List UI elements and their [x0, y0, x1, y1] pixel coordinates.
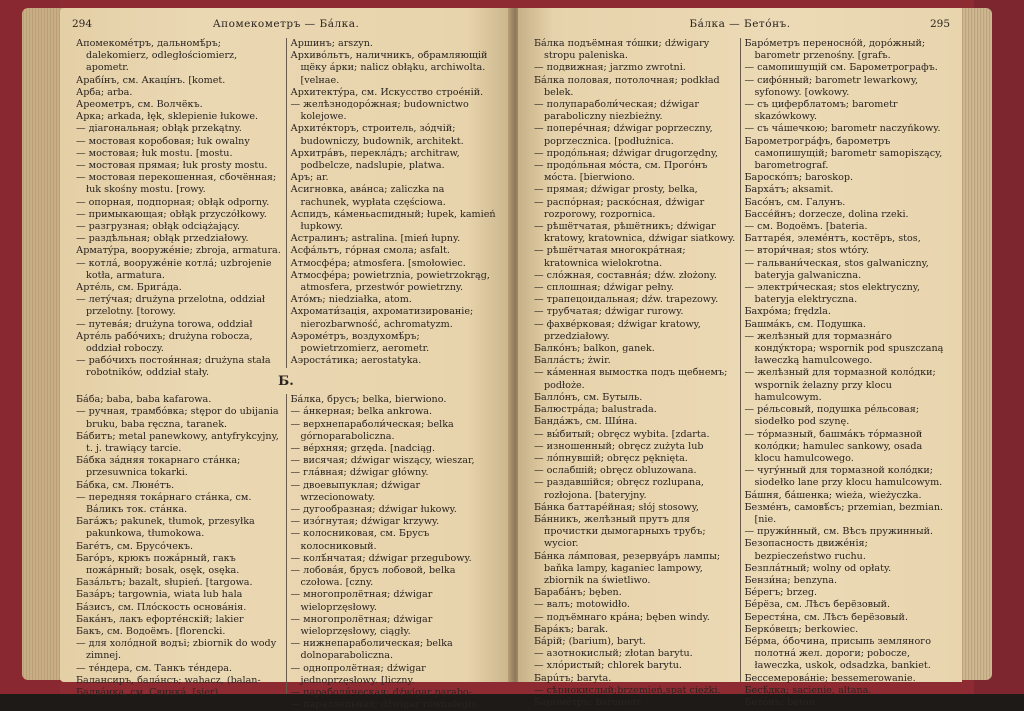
dictionary-entry: Бáба; baba, baba kafarowa.: [76, 394, 212, 406]
dictionary-entry: — для холóдной водъі; zbiornik do wody zimnej.: [76, 638, 277, 662]
dictionary-entry: — многопролётная; dźwigar wieloprzęsłowy.: [290, 589, 433, 613]
dictionary-entry: — самопишущій см. Барометрографъ.: [744, 62, 938, 74]
dictionary-entry: — рабóчихъ постоя́нная; drużyna stała robotników, oddział stały.: [76, 355, 271, 379]
dictionary-entry: Аэромéтръ, воздухомѣ́ръ; powietrzomierz, aerometr.: [290, 330, 430, 355]
dictionary-entry: Басóнъ, см. Галунъ.: [744, 196, 846, 208]
dictionary-entry: — съ чáшечкою; barometr naczyńkowy.: [744, 123, 941, 135]
dictionary-entry: — мостовая коробовая; łuk owalny: [76, 135, 250, 147]
dictionary-entry: Бассéйнъ; dorzecze, dolina rzeki.: [744, 208, 909, 220]
dictionary-entry: Атмосфéра; powietrznia, powietrzokrąg, atmosfera, przestwór powietrzny.: [290, 269, 490, 294]
dictionary-entry: — опорная, подпорная; obłąk odporny.: [76, 196, 270, 208]
dictionary-entry: — передняя токáрнаго стáнка, см. Вáликъ ток. стáнка.: [76, 491, 252, 516]
dictionary-entry: Аэростáтика; aerostatyka.: [290, 355, 422, 367]
right-page-number: 295: [929, 18, 950, 30]
dictionary-entry: — гальвани́ческая, stos galwaniczny, bateryja galwaniczna.: [744, 257, 929, 281]
dictionary-entry: — рѣшётчатая многокрáтная; kratownica wielokrotna.: [534, 245, 686, 269]
dictionary-entry: Балкóнъ; balkon, ganek.: [534, 343, 655, 355]
dictionary-entry: Апомекомéтръ, дальномѣ́ръ; dalekomierz, odległościomierz, apometr.: [76, 38, 238, 74]
dictionary-entry: — нижнепараболическая; belka dolnoparaboliczna.: [290, 638, 453, 662]
dictionary-entry: Бáнка лáмповая, резервуáръ лампы; baňka lampy, kaganiec lampowy, zbiornik na świetliwo.: [534, 550, 721, 586]
left-lower-col-1: [72, 394, 286, 699]
dictionary-entry: Ареометръ, см. Волчёкъ.: [76, 99, 203, 111]
dictionary-entry: Архивóльтъ, наличникъ, обрамляющій щёку áрки; nalicz obłąku, archiwolta. [velнaе.: [290, 50, 488, 86]
dictionary-entry: Балвáнка, см. Свинкá. [sier).: [76, 687, 222, 699]
dictionary-entry: — валъ; motowidło.: [534, 599, 630, 611]
left-lower-col-2: [286, 394, 501, 711]
dictionary-entry: Архитрáвъ, перекла́дъ; architraw, podbelcze, nadslupie, platwa.: [290, 147, 460, 172]
dictionary-entry: Бáбка, см. Люнéтъ.: [76, 479, 175, 491]
dictionary-entry: — діагональная; obłąk przekątny.: [76, 123, 242, 135]
right-page-header: [530, 18, 950, 32]
dictionary-entry: — сплошная; dźwigar pełny.: [534, 282, 674, 294]
section-letter: Б.: [278, 374, 294, 389]
dictionary-entry: Бáбка за́дняя токарнаго стáнка; przesuwnica tokarki.: [76, 455, 241, 479]
dictionary-entry: Бароскóпъ; baroskop.: [744, 172, 854, 184]
dictionary-entry: Барúтъ; baryta.: [534, 672, 612, 684]
dictionary-entry: — двоевыпуклая; dźwigar wrzecionowaty.: [290, 479, 421, 503]
left-upper-col-2: [286, 38, 501, 368]
dictionary-entry: — съ циферблатомъ; barometr skazówkowy.: [744, 99, 898, 123]
dictionary-entry: — рéльсовый, подушка рéльсовая; siodełko pod szynę.: [744, 404, 920, 428]
dictionary-entry: — чугýнный для тормазной колóдки; siodełko lane przy klocu hamulcowym.: [744, 465, 943, 489]
dictionary-entry: — изношенный; obręcz zużyta lub: [534, 440, 704, 452]
dictionary-entry: — прямая; dźwigar prosty, belka,: [534, 184, 698, 196]
dictionary-entry: Арабíнъ, см. Акацíнъ. [komet.: [76, 74, 226, 86]
dictionary-entry: — подвижная; jarzmo zwrotni.: [534, 62, 686, 74]
dictionary-entry: Архитéкторъ, строитель, зóдчій; budowniczy, budownik, architekt.: [290, 123, 464, 147]
dictionary-entry: — мостовая перекошенная, сбочённая; łuk skośny mostu. [rowy.: [76, 172, 277, 196]
dictionary-entry: — фахвéрковая; dźwigar kratowy, przedziałowy.: [534, 318, 701, 342]
dictionary-entry: — слóжная, составнáя; dźw. złożony.: [534, 269, 717, 281]
dictionary-entry: Бéрёза, см. Лѣсъ берёзовый.: [744, 599, 891, 611]
dictionary-entry: Бакáнъ, лакъ ефорте́нскій; lakier: [76, 613, 244, 625]
dictionary-entry: Бандáжъ, см. Ши́на.: [534, 416, 638, 428]
dictionary-entry: — сѣрнокислый;brzemień,spat ciężki.: [534, 684, 721, 696]
dictionary-entry: — кáменная вымостка подъ щебнемъ; podłoże.: [534, 367, 728, 391]
dictionary-entry: Баттарéя, элемéнтъ, костёръ, stos,: [744, 233, 921, 245]
dictionary-entry: Бáрій; (barium), baryt.: [534, 635, 646, 647]
dictionary-entry: Арматýра, вооружéніе; zbroja, armatura.: [76, 245, 281, 257]
dictionary-entry: — áнкерная; belka ankrowa.: [290, 406, 433, 418]
dictionary-entry: Барабáнъ; bęben.: [534, 587, 622, 599]
dictionary-entry: Бесѣ́дка; sacienie, altana.: [744, 684, 872, 696]
dictionary-entry: Барóметръ переноснóй, дорóжный; barometr przenośny. [grafъ.: [744, 38, 926, 62]
dictionary-entry: Башмáкъ, см. Подушка.: [744, 318, 866, 330]
right-page: [518, 8, 962, 708]
dictionary-entry: — глáвная; dźwigar główny.: [290, 467, 429, 479]
dictionary-entry: Бéрегъ; brzeg.: [744, 587, 818, 599]
dictionary-entry: — путевáя; drużyna torowa, oddział: [76, 318, 253, 330]
dictionary-entry: Атмосфéра; atmosfera. [smołowiec.: [290, 257, 466, 269]
dictionary-entry: Безмéнъ, самовѣ́съ; przemian, bezmian. [nie.: [744, 501, 944, 525]
dictionary-entry: — колѣ́нчатая; dźwigar przegubowy.: [290, 552, 472, 564]
dictionary-entry: Балансиръ, балáнсъ; wahacz, (balan-: [76, 674, 261, 686]
dictionary-entry: Асфáльтъ, гóрная смола; asfalt.: [290, 245, 450, 257]
dictionary-entry: Бакъ, см. Водоёмъ. [florencki.: [76, 626, 226, 638]
dictionary-entry: Багóръ, крюкъ пожáрный, гакъ пожáрный; bosak, osęk, osęka.: [76, 552, 240, 577]
dictionary-entry: Бáзисъ, см. Плóскость основáнія.: [76, 601, 247, 613]
dictionary-entry: — трубчатая; dźwigar rurowy.: [534, 306, 684, 318]
dictionary-entry: — пружи́нный, см. Вѣсъ пружинный.: [744, 526, 934, 538]
dictionary-entry: — ослабшій; obręcz obluzowana.: [534, 465, 697, 477]
dictionary-entry: Асигновка, авáнса; zaliczka na rachunek, wypłata częściowa.: [290, 184, 446, 208]
left-upper-columns: [72, 38, 500, 379]
left-upper-col-1: [72, 38, 286, 379]
dictionary-entry: — подъёмнаго крáна; bęben windy.: [534, 611, 710, 623]
left-lower-columns: [72, 394, 500, 711]
dictionary-entry: — тóрмазный, башмáкъ тóрмазной колóдки; hamulec sankowy, osada klocu hamulcowego.: [744, 428, 923, 464]
dictionary-entry: — изóгнутая; dźwigar krzywy.: [290, 516, 440, 528]
dictionary-entry: — дугообразная; dźwigar łukowy.: [290, 504, 457, 516]
dictionary-entry: Бессемеровáніе; bessemerowanie.: [744, 672, 916, 684]
dictionary-entry: — вéрхняя; grzęda. [nadciąg.: [290, 443, 436, 455]
dictionary-entry: Бахрóма; frędzla.: [744, 306, 831, 318]
dictionary-entry: — желѣзный для тормазной колóдки; wspornik żelazny przy klocu hamulcowym.: [744, 367, 936, 403]
dictionary-entry: Баромéтръ; barometr.: [534, 696, 644, 708]
dictionary-entry: Бáнка баттарéйная; słój stosowy,: [534, 501, 699, 513]
dictionary-entry: Баллóнъ, см. Бутыль.: [534, 391, 643, 403]
right-running-title: Бáлка — Бетóнъ.: [689, 18, 791, 30]
dictionary-entry: — лóпнувшій; obręcz pęknięta.: [534, 452, 688, 464]
dictionary-entry: — продóльная мóста, см. Прогóнъ мóста. [bierwiono.: [534, 160, 708, 184]
dictionary-entry: Артéль рабóчихъ; drużyna robocza, oddział roboczy.: [76, 330, 253, 355]
dictionary-entry: — примыкающая; obłąk przyczółkowy.: [76, 208, 267, 220]
dictionary-entry: — продóльная; dźwigar drugorzędny,: [534, 147, 719, 159]
dictionary-entry: Базáльтъ; bazalt, słupień. [targowa.: [76, 577, 253, 589]
dictionary-entry: Бáнникъ, желѣзный прутъ для прочистки дымогарныхъ трубъ; wycior.: [534, 513, 706, 550]
dictionary-entry: — вы́битый; obręcz wybita. [zdarta.: [534, 428, 710, 440]
dictionary-entry: Аспидъ, кáменьаспидный; łupek, kamień łupkowy.: [290, 208, 496, 233]
dictionary-entry: — параллéльная; dźwigar równoległy.: [290, 699, 479, 711]
dictionary-entry: Багáжъ; pakunek, tłumok, przesyłka pakunkowa, tłumokowa.: [76, 516, 255, 540]
dictionary-entry: Артéль, см. Бригáда.: [76, 282, 182, 294]
dictionary-entry: Берестя́на, см. Лѣсъ берёзовый.: [744, 611, 909, 623]
dictionary-entry: — втори́чная; stos wtóry.: [744, 245, 870, 257]
right-col-2: [740, 38, 951, 708]
left-running-title: Апомекометръ — Бáлка.: [212, 18, 360, 30]
dictionary-entry: — летýчая; drużyna przelotna, oddział przelotny. [torowy.: [76, 294, 266, 318]
dictionary-entry: — висячая; dźwigar wiszący, wieszar,: [290, 455, 475, 467]
dictionary-entry: — мостовая; łuk mostu. [mostu.: [76, 147, 233, 159]
dictionary-entry: — желѣзнодорóжная; budownictwo kolejowe.: [290, 99, 469, 123]
dictionary-entry: Бáлка, брусъ; belka, bierwiono.: [290, 394, 447, 406]
dictionary-entry: Бархáтъ; aksamit.: [744, 184, 834, 196]
dictionary-entry: — полупараболи́ческая; dźwigar paraboliczny niezbieżny.: [534, 99, 699, 123]
dictionary-entry: — колосниковая, см. Брусъ колосниковый.: [290, 528, 430, 552]
dictionary-entry: — ручная, трамбóвка; stępor do ubijania bruku, baba ręczna, taranek.: [76, 406, 279, 430]
dictionary-entry: — тéндера, см. Танкъ тéндера.: [76, 662, 233, 674]
left-page-number: 294: [72, 18, 93, 30]
dictionary-entry: — мостовая прямая; łuk prosty mostu.: [76, 160, 268, 172]
dictionary-entry: Безопасность движéнія; bezpieczeństwo ruchu.: [744, 538, 868, 562]
right-columns: [530, 38, 950, 708]
page-edges-right: [958, 8, 992, 680]
dictionary-entry: Бéрма, óбочина, присыпь земляного полотна́ жел. дороги; pobocze, ławeczka, uskok, odsadzka, bankiet.: [744, 635, 932, 672]
dictionary-entry: Балюстрáда; balustrada.: [534, 404, 657, 416]
dictionary-entry: Безплáтный; wolny od opłaty.: [744, 562, 892, 574]
dictionary-entry: — трапецоидальная; dźw. trapezowy.: [534, 294, 719, 306]
dictionary-entry: — многопролётная; dźwigar wieloprzęsłowy, ciągły.: [290, 613, 433, 638]
dictionary-entry: Базáръ; targownia, wiata lub hala: [76, 589, 243, 601]
dictionary-entry: — азотнокислый; złotan barytu.: [534, 648, 693, 660]
dictionary-entry: Бáбитъ; metal panewkowy, antyfrykcyjny, t. j. trawiący tarcie.: [76, 430, 279, 455]
dictionary-entry: — котлá, вооружéніе котлá; uzbrojenie kotła, armatura.: [76, 257, 272, 281]
dictionary-entry: Барáкъ; barak.: [534, 623, 609, 635]
dictionary-entry: — поперéчная; dźwigar poprzeczny, poprzecznica. [podłużnica.: [534, 123, 713, 147]
dictionary-entry: Арба; arba.: [76, 86, 133, 98]
dictionary-entry: — лобовáя, брусъ лобовой, belka czołowa. [czny.: [290, 565, 456, 589]
dictionary-entry: — раздѣльная; obłąk przedziałowy.: [76, 233, 249, 245]
dictionary-entry: — электри́ческая; stos elektryczny, bateryja elektryczna.: [744, 282, 920, 306]
dictionary-entry: Аршинъ; arszyn.: [290, 38, 373, 49]
dictionary-entry: Бáшня, бáшенка; wieża, wieżyczka.: [744, 489, 922, 501]
dictionary-entry: — распóрная; раскóсная, dźwigar rozporowy, rozpornica.: [534, 196, 705, 220]
dictionary-entry: Арка; arkada, łęk, sklepienie łukowe.: [76, 111, 259, 123]
dictionary-entry: — рѣшётчатая, рѣшётникъ; dźwigar kratowy, kratownica, dźwigar siatkowy.: [534, 221, 736, 245]
dictionary-entry: — сифóнный; barometr lewarkowy, syfonowy. [owkowy.: [744, 74, 919, 98]
right-col-1: [530, 38, 740, 708]
dictionary-entry: — однопролётная; dźwigar jednoprzęsłowy. [liczny.: [290, 662, 426, 686]
dictionary-entry: Астралинъ; astralina. [mień łupny.: [290, 233, 461, 245]
dictionary-entry: — раздавшійся; obręcz rozlupana, rozłojona. [bateryjny.: [534, 477, 704, 501]
dictionary-entry: — разгрузная; obłąk odciążający.: [76, 221, 240, 233]
dictionary-entry: Барометрогрáфъ, барометръ самопишущій; barometr samopiszący, barometrograf.: [744, 135, 943, 172]
dictionary-entry: — верхнепараболи́ческая; belka górnoparaboliczna.: [290, 418, 454, 442]
dictionary-entry: — см. Водоёмъ. [bateria.: [744, 221, 868, 233]
dictionary-entry: Бензи́на; benzyna.: [744, 574, 838, 586]
left-page-header: [72, 18, 500, 32]
dictionary-entry: — параболи́ческая; dźwigar parabo-: [290, 687, 472, 699]
dictionary-entry: — хлóристый; chlorek barytu.: [534, 660, 682, 672]
dictionary-entry: Бáлка подъёмная тóшки; dźwigary stropu paleniska.: [534, 38, 710, 62]
dictionary-entry: Аръ; ar.: [290, 172, 329, 184]
dictionary-entry: Архитектýра, см. Искусство строéній.: [290, 86, 484, 98]
dictionary-entry: Бетóнъ; beton.: [744, 696, 818, 708]
dictionary-entry: — желѣзный для тормазнáго кондýктора; wspornik pod spuszczaną ławeczką hamulcowego.: [744, 330, 944, 367]
dictionary-entry: Багéтъ, см. Брусóчекъ.: [76, 540, 194, 552]
left-page: [60, 8, 512, 711]
dictionary-entry: Баллáстъ; żwir.: [534, 355, 611, 367]
dictionary-entry: Атóмъ; niedziałka, atom.: [290, 294, 412, 306]
dictionary-entry: Беркóвецъ; berkowiec.: [744, 623, 859, 635]
dictionary-entry: Ахромати́зація, ахроматизированіе; nierozbarwność, achromatyzm.: [290, 306, 474, 330]
dictionary-entry: Бáлка половая, потолочная; podkład belek.: [534, 74, 720, 98]
